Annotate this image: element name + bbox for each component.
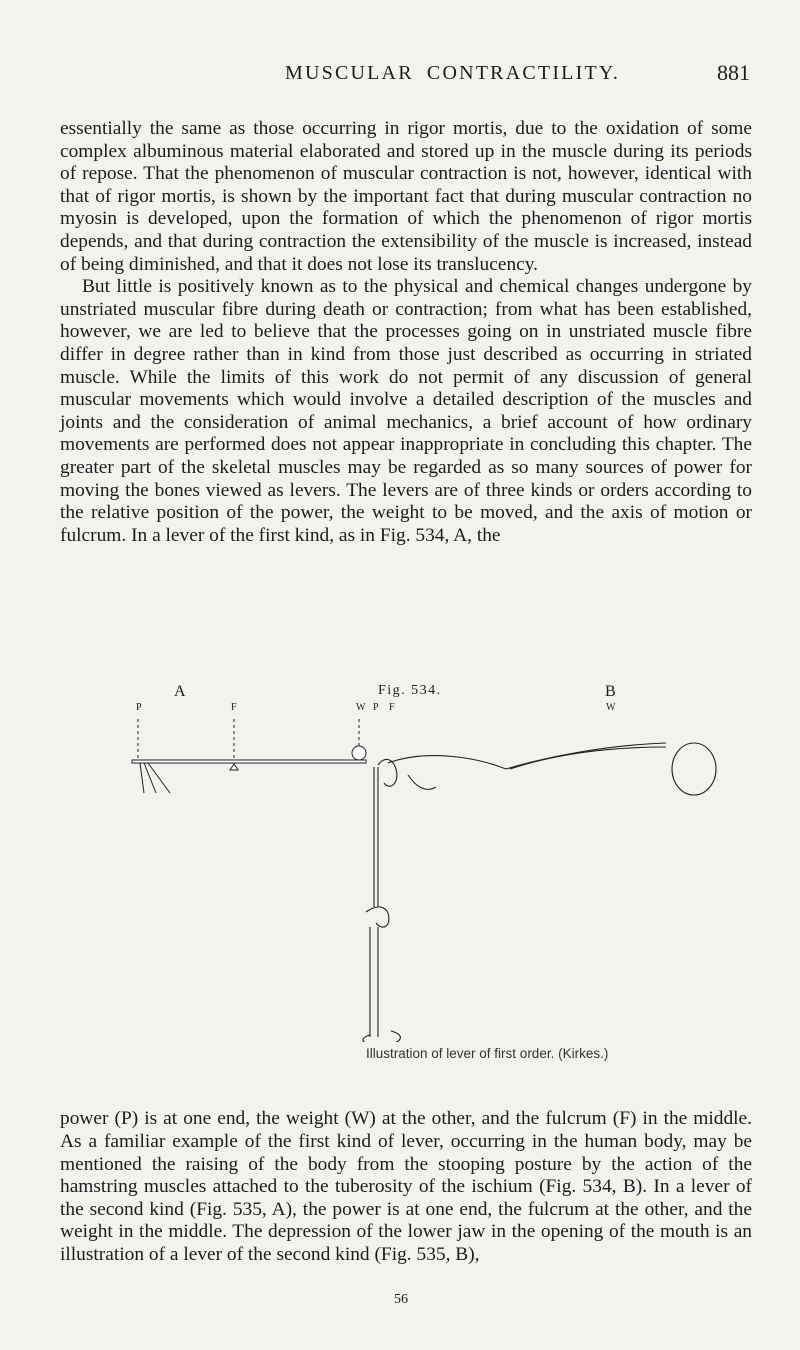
spine-curve xyxy=(408,775,436,789)
paragraph-1: essentially the same as those occurring in rigor mortis, due to the oxidation of some complex albuminous material elaborated and stored up in the muscle during its periods of repose. That the phenomenon of muscular contraction is not, however, identical with that of rigor mortis, is shown by the important fact that during muscular contraction no myosin is developed, upon the formation of which the phenomenon of rigor mortis depends, and that during contraction the extensibility of the muscle is increased, instead of being diminished, and that it does not lose its translucency. xyxy=(60,118,752,275)
body-text-upper xyxy=(60,118,752,547)
running-title: MUSCULAR CONTRACTILITY. xyxy=(285,62,621,84)
figure-credit: (Kirkes.) xyxy=(558,1046,609,1061)
body-text-lower xyxy=(60,1089,752,1286)
label-weight-right: W xyxy=(606,702,616,713)
figure-caption xyxy=(366,1046,608,1061)
label-weight-b: W xyxy=(356,702,366,713)
label-fulcrum-a: F xyxy=(231,702,238,713)
paragraph-3: power (P) is at one end, the weight (W) at the other, and the fulcrum (F) in the middle. As a familiar example of the first kind of lever, occurring in the human body, may be mentioned the raising of the body from the stooping posture by the action of the hamstring muscles attached to the tuberosity of the ischium (Fig. 534, B). In a lever of the second kind (Fig. 535, A), the power is at one end, the fulcrum at the other, and the weight in the middle. The depression of the lower jaw in the opening of the mouth is an illustration of a lever of the second kind (Fig. 535, B), xyxy=(60,1108,752,1265)
figure-panel-b-label: B xyxy=(605,683,616,700)
figure-panel-a-label: A xyxy=(174,683,186,700)
lever-illustration xyxy=(126,717,726,1042)
trunk-line xyxy=(388,743,666,769)
figure-caption-text: Illustration of lever of first order. xyxy=(366,1046,555,1061)
femur-shaft xyxy=(374,767,378,907)
fulcrum-triangle xyxy=(230,764,238,770)
panel-a-lever xyxy=(132,719,366,793)
tibia-shaft xyxy=(370,927,378,1037)
lever-bar xyxy=(132,760,366,763)
head-outline xyxy=(672,743,716,795)
page-number: 881 xyxy=(717,60,750,85)
running-head xyxy=(60,62,750,92)
label-fulcrum-b: F xyxy=(389,702,396,713)
weight-ball xyxy=(352,746,366,760)
panel-b-skeleton xyxy=(363,743,716,1042)
pelvis-outline xyxy=(378,759,397,786)
paragraph-2: But little is positively known as to the physical and chemical changes undergone by unstriated muscular fibre during death or contraction; from what has been established, however, we are led to believe that the processes going on in unstriated muscle fibre differ in degree rather than in kind from those just described as occurring in striated muscle. While the limits of this work do not permit of any discussion of general muscular movements which would involve a detailed description of the muscles and joints and the consideration of animal mechanics, a brief account of how ordinary movements are performed does not appear inappropriate in concluding this chapter. The greater part of the skeletal muscles may be regarded as so many sources of power for moving the bones viewed as levers. The levers are of three kinds or orders according to the relative position of the power, the weight to be moved, and the axis of motion or fulcrum. In a lever of the first kind, as in Fig. 534, A, the xyxy=(60,276,752,546)
power-arrow xyxy=(140,763,170,793)
label-power-b: P xyxy=(373,702,380,713)
figure-534 xyxy=(126,683,726,1073)
label-power-a: P xyxy=(136,702,143,713)
foot xyxy=(363,1031,400,1042)
figure-title: Fig. 534. xyxy=(378,683,442,698)
lever-point-labels xyxy=(126,702,726,718)
signature-mark: 56 xyxy=(394,1292,408,1307)
knee-joint xyxy=(366,907,389,927)
